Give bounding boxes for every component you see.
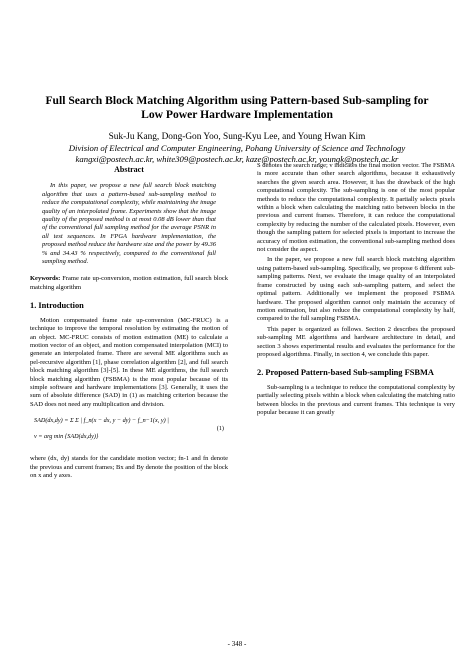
right-paragraph-4: Sub-sampling is a technique to reduce the computational complexity by partially selecting pixels within a block when calculating the matching ratio between blocks in the previous and current frames. This technique is very popular because it can greatly — [257, 383, 455, 416]
right-column — [257, 162, 455, 419]
left-column — [30, 166, 228, 482]
right-paragraph-1: S denotes the search range; v indicates the final motion vector. The FSBMA is more accurate than other search algorithms, because it exhaustively searches the given search area. However, it has the drawback of the high computational complexity. The sub-sampling is one of the most popular methods to reduce the computational complexity. It partially selects pixels within a block when calculating the matching ratio between blocks in the previous and current frames. Therefore, it can reduce the computational complexity by reducing the number of the calculated pixels. However, even though the sampling pattern for selected pixels is important to increase the accuracy of motion estimation, the conventional sub-sampling method does not consider the aspect. — [257, 162, 455, 254]
keywords — [30, 275, 228, 292]
right-paragraph-3: This paper is organized as follows. Section 2 describes the proposed sub-sampling ME algorithms and hardware architecture in detail, and section 3 shows experimental results and evaluates the performance for the proposed algorithms. Finally, in section 4, we conclude this paper. — [257, 325, 455, 358]
keywords-label: Keywords: — [30, 275, 61, 283]
equation-number: (1) — [216, 425, 224, 433]
equation-1 — [30, 415, 228, 449]
author-block — [30, 132, 444, 165]
author-emails: kangxi@postech.ac.kr, white309@postech.ac.kr, kaze@postech.ac.kr, youngk@postech.ac.kr — [75, 154, 399, 164]
affiliation: Division of Electrical and Computer Engineering, Pohang University of Science and Technology — [68, 143, 406, 153]
page-number: - 348 - — [227, 640, 247, 648]
equation-argmin: v = arg min {SAD(dx,dy)} — [34, 433, 99, 441]
abstract-heading: Abstract — [114, 165, 144, 174]
equation-sad: SAD(dx,dy) = Σ Σ | f_n(x − dx, y − dy) − f_n−1(x, y) | — [34, 417, 169, 425]
intro-paragraph-2: where (dx, dy) stands for the candidate motion vector; fn-1 and fn denote the previous and current frames; Bx and By denote the position of the block on x and y axes. — [30, 455, 228, 479]
section-heading-proposed: 2. Proposed Pattern-based Sub-sampling FSBMA — [257, 368, 434, 378]
paper-title: Full Search Block Matching Algorithm using Pattern-based Sub-sampling for Low Power Hardware Implementation — [45, 94, 429, 121]
intro-paragraph-1: Motion compensated frame rate up-conversion (MC-FRUC) is a technique to improve the temporal resolution by estimating the motion of an object. MC-FRUC consists of motion estimation (ME) to calculate a motion vector of an object, and motion compensated interpolation (MCI) to generate an interpolated frame. There are several ME algorithms such as pel-recursive algorithm [1], phase correlation algorithm [2], and full search block matching algorithm [3]-[5]. In these ME algorithms, the full search block matching algorithm (FSBMA) is the most popular because of its simple software and hardware implementations [3]. Generally, it uses the sum of absolute difference (SAD) in (1) as matching criterion because the SAD does not need any multiplication and division. — [30, 316, 228, 408]
author-names: Suk-Ju Kang, Dong-Gon Yoo, Sung-Kyu Lee, and Young Hwan Kim — [108, 132, 366, 142]
right-paragraph-2: In the paper, we propose a new full search block matching algorithm using pattern-based sub-sampling. Specifically, we propose 6 different sub-sampling patterns. Next, we evaluate the image quality of an interpolated frame constructed by using each sub-sampling pattern, and select the optimal pattern. Additionally we implement the proposed FSBMA hardware. The proposed algorithm cannot only maintain the accuracy of motion estimation, but also reduce the computational complexity by half, compared to the full sampling FSBMA. — [257, 256, 455, 323]
section-heading-introduction: 1. Introduction — [30, 301, 84, 311]
keywords-text: Frame rate up-conversion, motion estimation, full search block matching algorithm — [30, 275, 229, 291]
abstract-text: In this paper, we propose a new full search block matching algorithm that uses a pattern-based sub-sampling method to reduce the computational complexity, while maintaining the image quality of an interpolated frame. Experiments show that the image quality of the proposed method is at most 0.08 dB lower than that of the conventional full sampling method for the average PSNR in all test sequences. In FPGA hardware implementation, the proposed method reduce the hardware size and the power by 49.36 % and 34.43 % respectively, compared to the conventional full sampling method. — [42, 182, 216, 266]
